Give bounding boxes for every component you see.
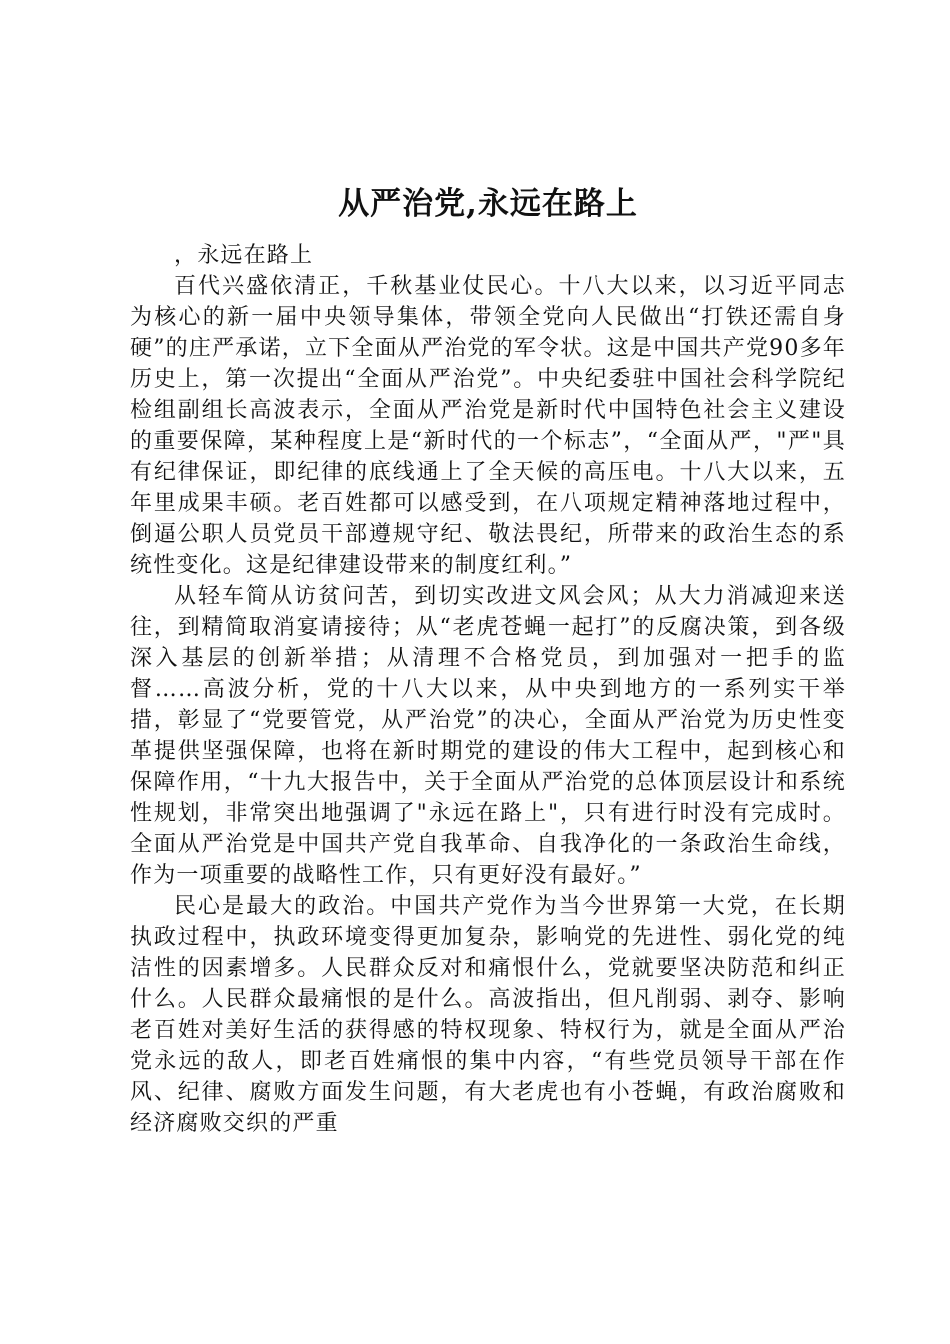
document-subtitle: ，永远在路上 [174,243,314,268]
paragraph-1: 百代兴盛依清正，千秋基业仗民心。十八大以来，以习近平同志为核心的新一届中央领导集体，带领全党向人民做出“打铁还需自身硬”的庄严承诺，立下全面从严治党的军令状。这是中国共产党90多年历史上，第一次提出“全面从严治党”。中央纪委驻中国社会科学院纪检组副组长高波表示，全面从严治党是新时代中国特色社会主义建设的重要保障，某种程度上是“新时代的一个标志”，“全面从严，"严"具有纪律保证，即纪律的底线通上了全天候的高压电。十八大以来，五年里成果丰硕。老百姓都可以感受到，在八项规定精神落地过程中，倒逼公职人员党员干部遵规守纪、敬法畏纪，所带来的政治生态的系统性变化。这是纪律建设带来的制度红利。” [130,274,846,578]
paragraph-3: 民心是最大的政治。中国共产党作为当今世界第一大党，在长期执政过程中，执政环境变得更加复杂，影响党的先进性、弱化党的纯洁性的因素增多。人民群众反对和痛恨什么，党就要坚决防范和纠正什么。人民群众最痛恨的是什么。高波指出，但凡削弱、剥夺、影响老百姓对美好生活的获得感的特权现象、特权行为，就是全面从严治党永远的敌人，即老百姓痛恨的集中内容，“有些党员领导干部在作风、纪律、腐败方面发生问题，有大老虎也有小苍蝇，有政治腐败和经济腐败交织的严重 [130,894,846,1136]
document-title: 从严治党,永远在路上 [338,186,638,222]
paragraph-2: 从轻车简从访贫问苦，到切实改进文风会风；从大力消减迎来送往，到精简取消宴请接待；从“老虎苍蝇一起打”的反腐决策，到各级深入基层的创新举措；从清理不合格党员，到加强对一把手的监督……高波分析，党的十八大以来，从中央到地方的一系列实干举措，彰显了“党要管党，从严治党”的决心，全面从严治党为历史性变革提供坚强保障，也将在新时期党的建设的伟大工程中，起到核心和保障作用，“十九大报告中，关于全面从严治党的总体顶层设计和系统性规划，非常突出地强调了"永远在路上"，只有进行时没有完成时。全面从严治党是中国共产党自我革命、自我净化的一条政治生命线，作为一项重要的战略性工作，只有更好没有最好。” [130,584,846,888]
document-page [130,182,846,1139]
